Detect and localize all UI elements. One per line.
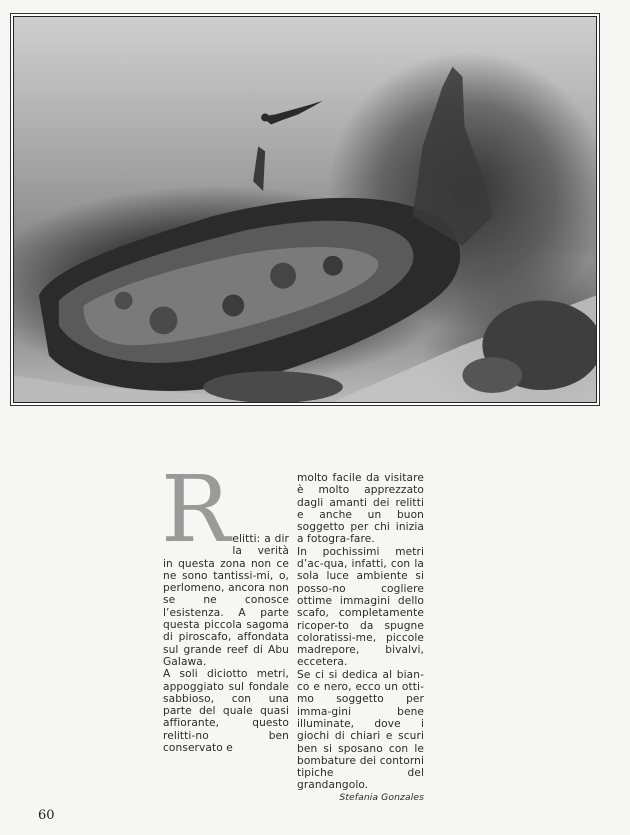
- paragraph: A soli diciotto metri, appoggiato sul fondale sabbioso, con una parte del quale quasi affiorante, questo relitti-no ben conservato e: [163, 668, 289, 755]
- paragraph: molto facile da visitare è molto apprezzato dagli amanti dei relitti e anche un buon soggetto per chi inizia a fotogra-fare.: [297, 472, 424, 546]
- page-number: 60: [38, 808, 55, 823]
- shipwreck-illustration: [14, 17, 596, 402]
- drop-cap: R: [161, 456, 231, 563]
- shipwreck-photo: [13, 16, 597, 403]
- article-column-1: [161, 456, 289, 755]
- paragraph: Se ci si dedica al bian-co e nero, ecco un otti-mo soggetto per imma-gini bene illuminate, dove i giochi di chiari e scuri ben si sposano con le bombature dei contorni tipiche del grandangolo.: [297, 668, 424, 792]
- paragraph: elitti: a dir la verità in questa zona non ce ne sono tantissi-mi, o, perlomeno, ancora non se ne conosce l’esistenza. A parte questa piccola sagoma di piroscafo, affondata sul grande reef di Abu Galawa.: [163, 533, 289, 668]
- paragraph: In pochissimi metri d’ac-qua, infatti, con la sola luce ambiente si posso-no cogliere ottime immagini dello scafo, completamente ricoper-to da spugne coloratissi-me, piccole madrepore, bivalvi, eccetera.: [297, 545, 424, 669]
- author-signature: Stefania Gonzales: [339, 791, 424, 803]
- photo-frame: [10, 13, 600, 406]
- article-column-2: [297, 472, 424, 804]
